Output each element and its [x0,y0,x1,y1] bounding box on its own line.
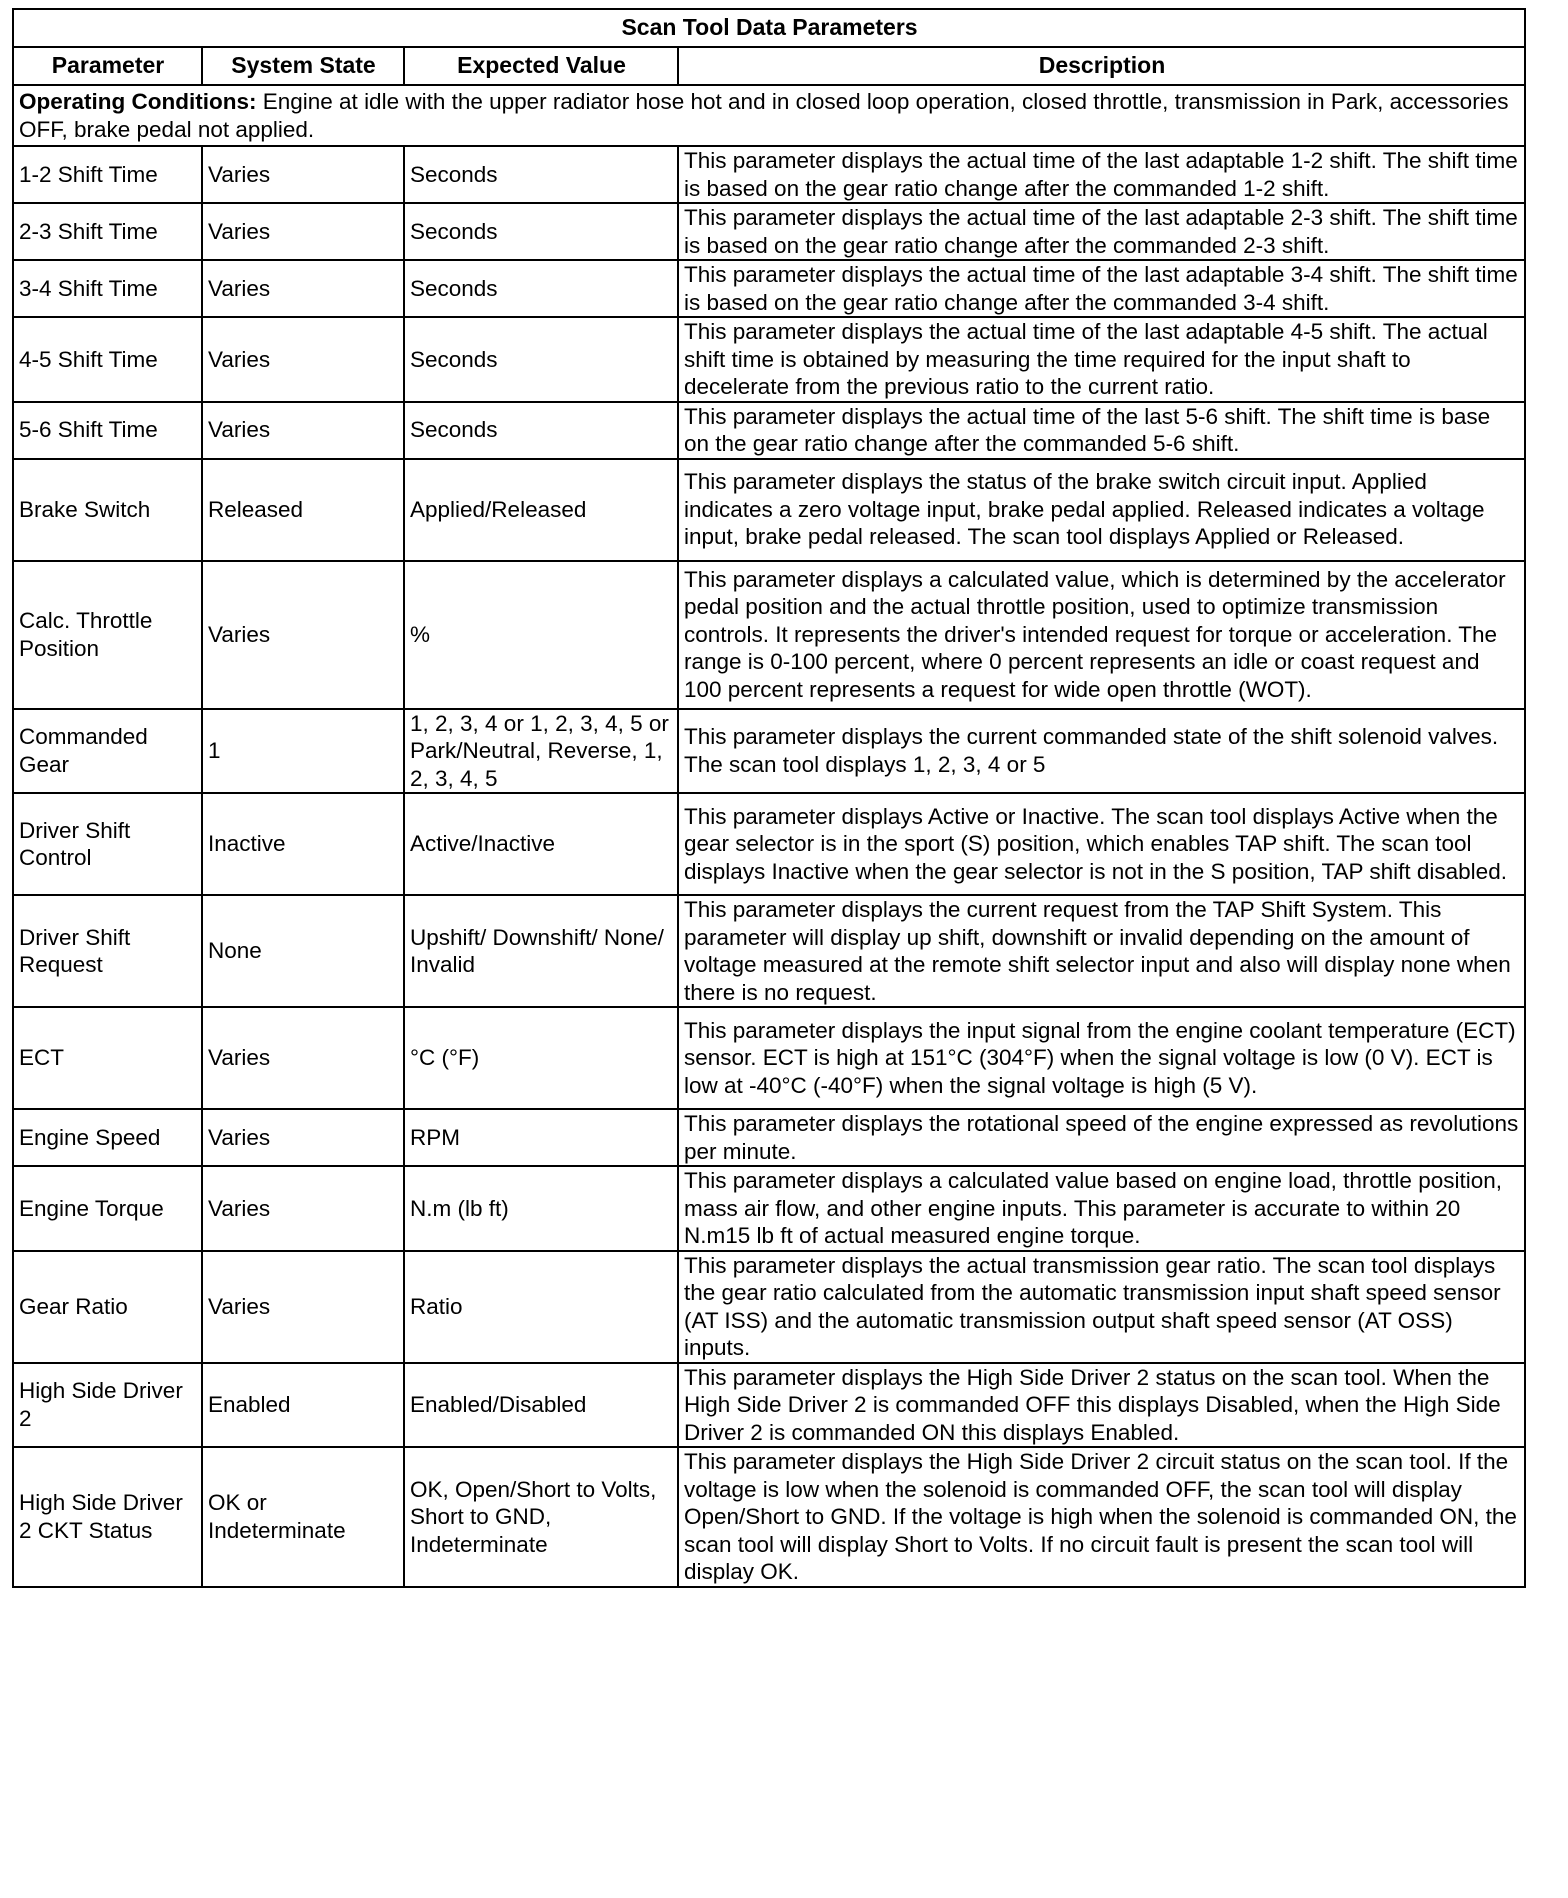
cell-expected-value: Enabled/Disabled [404,1363,678,1448]
table-row [13,709,1525,794]
cell-description: This parameter displays the current request from the TAP Shift System. This parameter will display up shift, downshift or invalid depending on the amount of voltage measured at the remote shift selector input and also will display none when there is no request. [678,895,1525,1007]
cell-parameter: Calc. Throttle Position [13,561,202,709]
operating-conditions-label: Operating Conditions: [19,89,257,114]
cell-description: This parameter displays the actual time of the last adaptable 1-2 shift. The shift time is based on the gear ratio change after the commanded 1-2 shift. [678,146,1525,203]
cell-description: This parameter displays the actual time of the last adaptable 4-5 shift. The actual shift time is obtained by measuring the time required for the input shaft to decelerate from the previous ratio to the current ratio. [678,317,1525,402]
cell-parameter: 5-6 Shift Time [13,402,202,459]
cell-expected-value: OK, Open/Short to Volts, Short to GND, Indeterminate [404,1447,678,1587]
cell-description: This parameter displays the High Side Driver 2 circuit status on the scan tool. If the voltage is low when the solenoid is commanded OFF, the scan tool will display Open/Short to GND. If the voltage is high when the solenoid is commanded ON, the scan tool will display Short to Volts. If no circuit fault is present the scan tool will display OK. [678,1447,1525,1587]
cell-parameter: Gear Ratio [13,1251,202,1363]
cell-expected-value: 1, 2, 3, 4 or 1, 2, 3, 4, 5 or Park/Neutral, Reverse, 1, 2, 3, 4, 5 [404,709,678,794]
cell-parameter: Commanded Gear [13,709,202,794]
cell-system-state: Varies [202,1166,404,1251]
table-row [13,1109,1525,1166]
cell-system-state: OK or Indeterminate [202,1447,404,1587]
cell-expected-value: Seconds [404,203,678,260]
cell-description: This parameter displays a calculated value, which is determined by the accelerator pedal position and the actual throttle position, used to optimize transmission controls. It represents the driver's intended request for torque or acceleration. The range is 0-100 percent, where 0 percent represents an idle or coast request and 100 percent represents a request for wide open throttle (WOT). [678,561,1525,709]
cell-description: This parameter displays the status of the brake switch circuit input. Applied indicates a zero voltage input, brake pedal applied. Released indicates a voltage input, brake pedal released. The scan tool displays Applied or Released. [678,459,1525,561]
cell-expected-value: Ratio [404,1251,678,1363]
cell-system-state: Varies [202,317,404,402]
cell-expected-value: % [404,561,678,709]
cell-system-state: Varies [202,1109,404,1166]
cell-description: This parameter displays the actual time of the last adaptable 3-4 shift. The shift time is based on the gear ratio change after the commanded 3-4 shift. [678,260,1525,317]
cell-description: This parameter displays the actual time of the last adaptable 2-3 shift. The shift time is based on the gear ratio change after the commanded 2-3 shift. [678,203,1525,260]
cell-expected-value: Seconds [404,260,678,317]
operating-conditions-row [13,85,1525,146]
cell-expected-value: Seconds [404,402,678,459]
table-row [13,1251,1525,1363]
table-title: Scan Tool Data Parameters [13,9,1525,47]
cell-parameter: 4-5 Shift Time [13,317,202,402]
cell-parameter: Engine Speed [13,1109,202,1166]
table-row [13,317,1525,402]
table-row [13,1007,1525,1109]
cell-expected-value: Seconds [404,146,678,203]
cell-parameter: 3-4 Shift Time [13,260,202,317]
cell-system-state: Varies [202,260,404,317]
cell-parameter: 1-2 Shift Time [13,146,202,203]
table-row [13,1166,1525,1251]
cell-system-state: Varies [202,402,404,459]
operating-conditions-cell [13,85,1525,146]
cell-expected-value: RPM [404,1109,678,1166]
table-header-row [13,47,1525,85]
cell-parameter: 2-3 Shift Time [13,203,202,260]
header-expected-value: Expected Value [404,47,678,85]
cell-description: This parameter displays a calculated value based on engine load, throttle position, mass air flow, and other engine inputs. This parameter is accurate to within 20 N.m15 lb ft of actual measured engine torque. [678,1166,1525,1251]
cell-parameter: ECT [13,1007,202,1109]
table-row [13,1447,1525,1587]
cell-system-state: Enabled [202,1363,404,1448]
table-row [13,1363,1525,1448]
cell-parameter: Engine Torque [13,1166,202,1251]
cell-system-state: Inactive [202,793,404,895]
table-row [13,459,1525,561]
cell-expected-value: Applied/Released [404,459,678,561]
cell-parameter: Driver Shift Control [13,793,202,895]
cell-description: This parameter displays the input signal from the engine coolant temperature (ECT) sensor. ECT is high at 151°C (304°F) when the signal voltage is low (0 V). ECT is low at -40°C (-40°F) when the signal voltage is high (5 V). [678,1007,1525,1109]
operating-conditions-text: Engine at idle with the upper radiator hose hot and in closed loop operation, closed throttle, transmission in Park, accessories OFF, brake pedal not applied. [19,89,1509,142]
cell-description: This parameter displays Active or Inactive. The scan tool displays Active when the gear selector is in the sport (S) position, which enables TAP shift. The scan tool displays Inactive when the gear selector is not in the S position, TAP shift disabled. [678,793,1525,895]
scan-tool-data-table [12,8,1526,1588]
cell-system-state: Varies [202,1251,404,1363]
table-row [13,402,1525,459]
table-row [13,260,1525,317]
table-body [13,85,1525,1587]
table-row [13,895,1525,1007]
cell-system-state: Varies [202,1007,404,1109]
cell-parameter: High Side Driver 2 CKT Status [13,1447,202,1587]
header-description: Description [678,47,1525,85]
cell-parameter: High Side Driver 2 [13,1363,202,1448]
cell-description: This parameter displays the High Side Driver 2 status on the scan tool. When the High Side Driver 2 is commanded OFF this displays Disabled, when the High Side Driver 2 is commanded ON this displays Enabled. [678,1363,1525,1448]
cell-description: This parameter displays the rotational speed of the engine expressed as revolutions per minute. [678,1109,1525,1166]
cell-expected-value: N.m (lb ft) [404,1166,678,1251]
cell-system-state: None [202,895,404,1007]
cell-expected-value: °C (°F) [404,1007,678,1109]
table-row [13,561,1525,709]
header-parameter: Parameter [13,47,202,85]
table-row [13,146,1525,203]
cell-description: This parameter displays the current commanded state of the shift solenoid valves. The scan tool displays 1, 2, 3, 4 or 5 [678,709,1525,794]
header-system-state: System State [202,47,404,85]
table-title-row [13,9,1525,47]
cell-system-state: Varies [202,561,404,709]
cell-description: This parameter displays the actual transmission gear ratio. The scan tool displays the gear ratio calculated from the automatic transmission input shaft speed sensor (AT ISS) and the automatic transmission output shaft speed sensor (AT OSS) inputs. [678,1251,1525,1363]
table-row [13,793,1525,895]
cell-system-state: Varies [202,203,404,260]
cell-system-state: Varies [202,146,404,203]
cell-description: This parameter displays the actual time of the last 5-6 shift. The shift time is base on the gear ratio change after the commanded 5-6 shift. [678,402,1525,459]
cell-system-state: 1 [202,709,404,794]
cell-expected-value: Active/Inactive [404,793,678,895]
cell-parameter: Brake Switch [13,459,202,561]
cell-expected-value: Upshift/ Downshift/ None/ Invalid [404,895,678,1007]
table-row [13,203,1525,260]
cell-system-state: Released [202,459,404,561]
cell-expected-value: Seconds [404,317,678,402]
cell-parameter: Driver Shift Request [13,895,202,1007]
